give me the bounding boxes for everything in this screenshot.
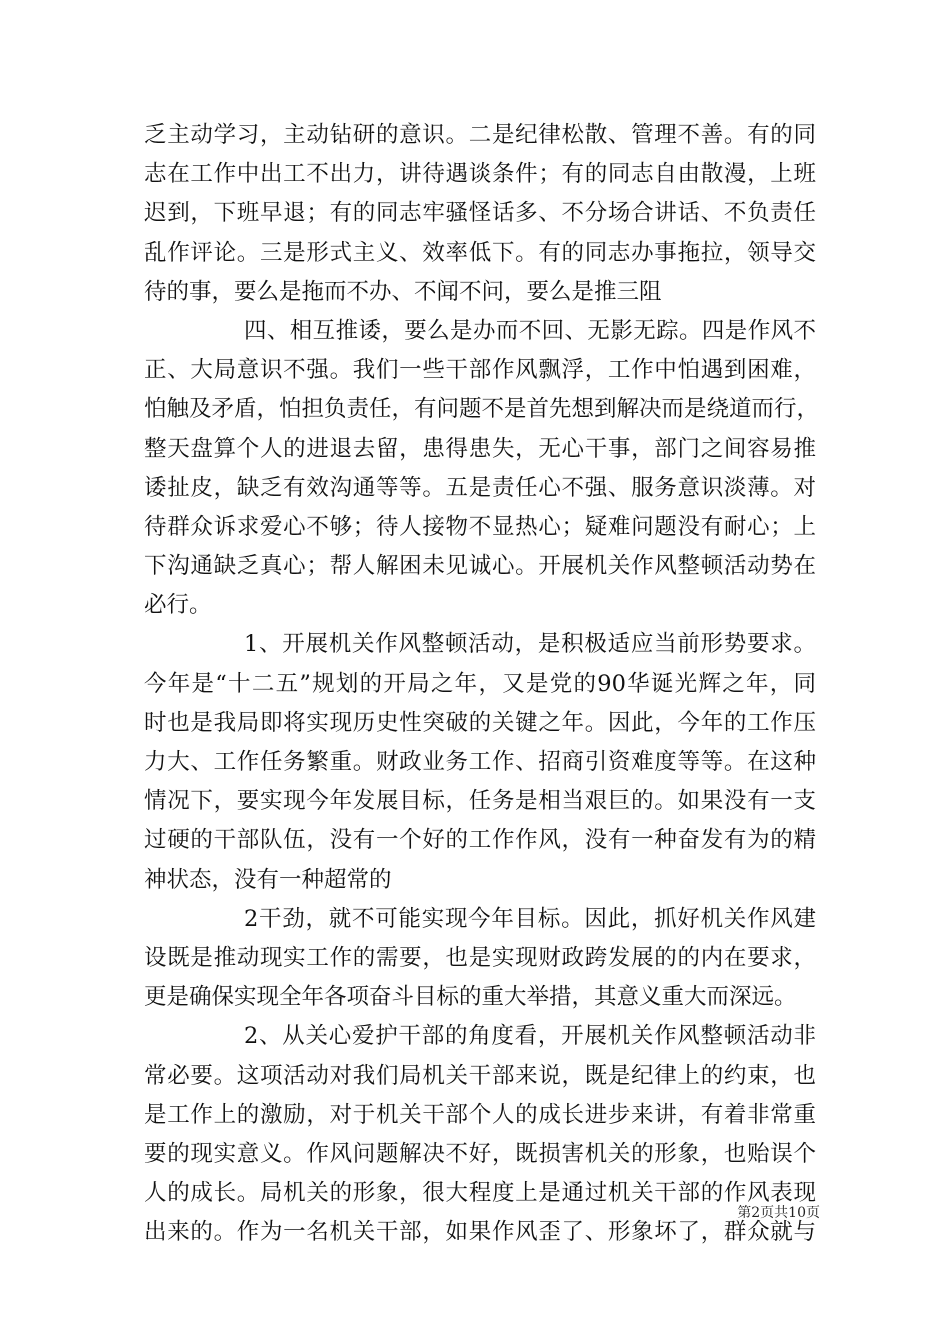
text-line: 情况下，要实现今年发展目标，任务是相当艰巨的。如果没有一支 <box>144 788 816 815</box>
text-line: 四、相互推诿，要么是办而不回、无影无踪。四是作风不 <box>244 317 816 344</box>
text-line: 今年是“十二五”规划的开局之年，又是党的90华诞光辉之年，同 <box>144 670 816 697</box>
text-line: 出来的。作为一名机关干部，如果作风歪了、形象坏了，群众就与 <box>144 1219 816 1246</box>
text-line: 待的事，要么是拖而不办、不闻不问，要么是推三阻 <box>144 278 662 305</box>
text-line: 更是确保实现全年各项奋斗目标的重大举措，其意义重大而深远。 <box>144 984 797 1011</box>
text-line: 设既是推动现实工作的需要，也是实现财政跨发展的的内在要求， <box>144 944 816 971</box>
text-line: 必行。 <box>144 592 212 619</box>
text-line: 正、大局意识不强。我们一些干部作风飘浮，工作中怕遇到困难， <box>144 357 816 384</box>
text-line: 整天盘算个人的进退去留，患得患失，无心干事，部门之间容易推 <box>144 435 816 462</box>
text-line: 力大、工作任务繁重。财政业务工作、招商引资难度等等。在这种 <box>144 749 816 775</box>
text-line: 过硬的干部队伍，没有一个好的工作作风，没有一种奋发有为的精 <box>144 827 816 854</box>
page-number-footer: 第2页共10页 <box>737 1205 820 1221</box>
text-line: 人的成长。局机关的形象，很大程度上是通过机关干部的作风表现 <box>144 1180 816 1207</box>
text-line: 乏主动学习，主动钻研的意识。二是纪律松散、管理不善。有的同 <box>144 122 816 148</box>
text-line: 2干劲，就不可能实现今年目标。因此，抓好机关作风建 <box>244 905 816 932</box>
text-line: 待群众诉求爱心不够；待人接物不显热心；疑难问题没有耐心；上 <box>144 513 816 540</box>
text-line: 怕触及矛盾，怕担负责任，有问题不是首先想到解决而是绕道而行， <box>144 396 820 423</box>
text-line: 诿扯皮，缺乏有效沟通等等。五是责任心不强、服务意识淡薄。对 <box>144 474 816 501</box>
text-line: 志在工作中出工不出力，讲待遇谈条件；有的同志自由散漫，上班 <box>144 161 816 188</box>
text-line: 2、从关心爱护干部的角度看，开展机关作风整顿活动非 <box>244 1023 816 1050</box>
text-line: 乱作评论。三是形式主义、效率低下。有的同志办事拖拉，领导交 <box>144 239 816 266</box>
text-line: 常必要。这项活动对我们局机关干部来说，既是纪律上的约束，也 <box>144 1062 816 1089</box>
text-line: 要的现实意义。作风问题解决不好，既损害机关的形象，也贻误个 <box>144 1140 816 1167</box>
text-line: 1、开展机关作风整顿活动，是积极适应当前形势要求。 <box>244 631 816 658</box>
text-line: 神状态，没有一种超常的 <box>144 866 392 893</box>
text-line: 时也是我局即将实现历史性突破的关键之年。因此，今年的工作压 <box>144 709 816 736</box>
text-line: 下沟通缺乏真心；帮人解困未见诚心。开展机关作风整顿活动势在 <box>144 553 816 580</box>
text-line: 迟到，下班早退；有的同志牢骚怪话多、不分场合讲话、不负责任 <box>144 200 816 227</box>
text-line: 是工作上的激励，对于机关干部个人的成长进步来讲，有着非常重 <box>144 1101 816 1128</box>
document-body <box>144 116 820 1252</box>
